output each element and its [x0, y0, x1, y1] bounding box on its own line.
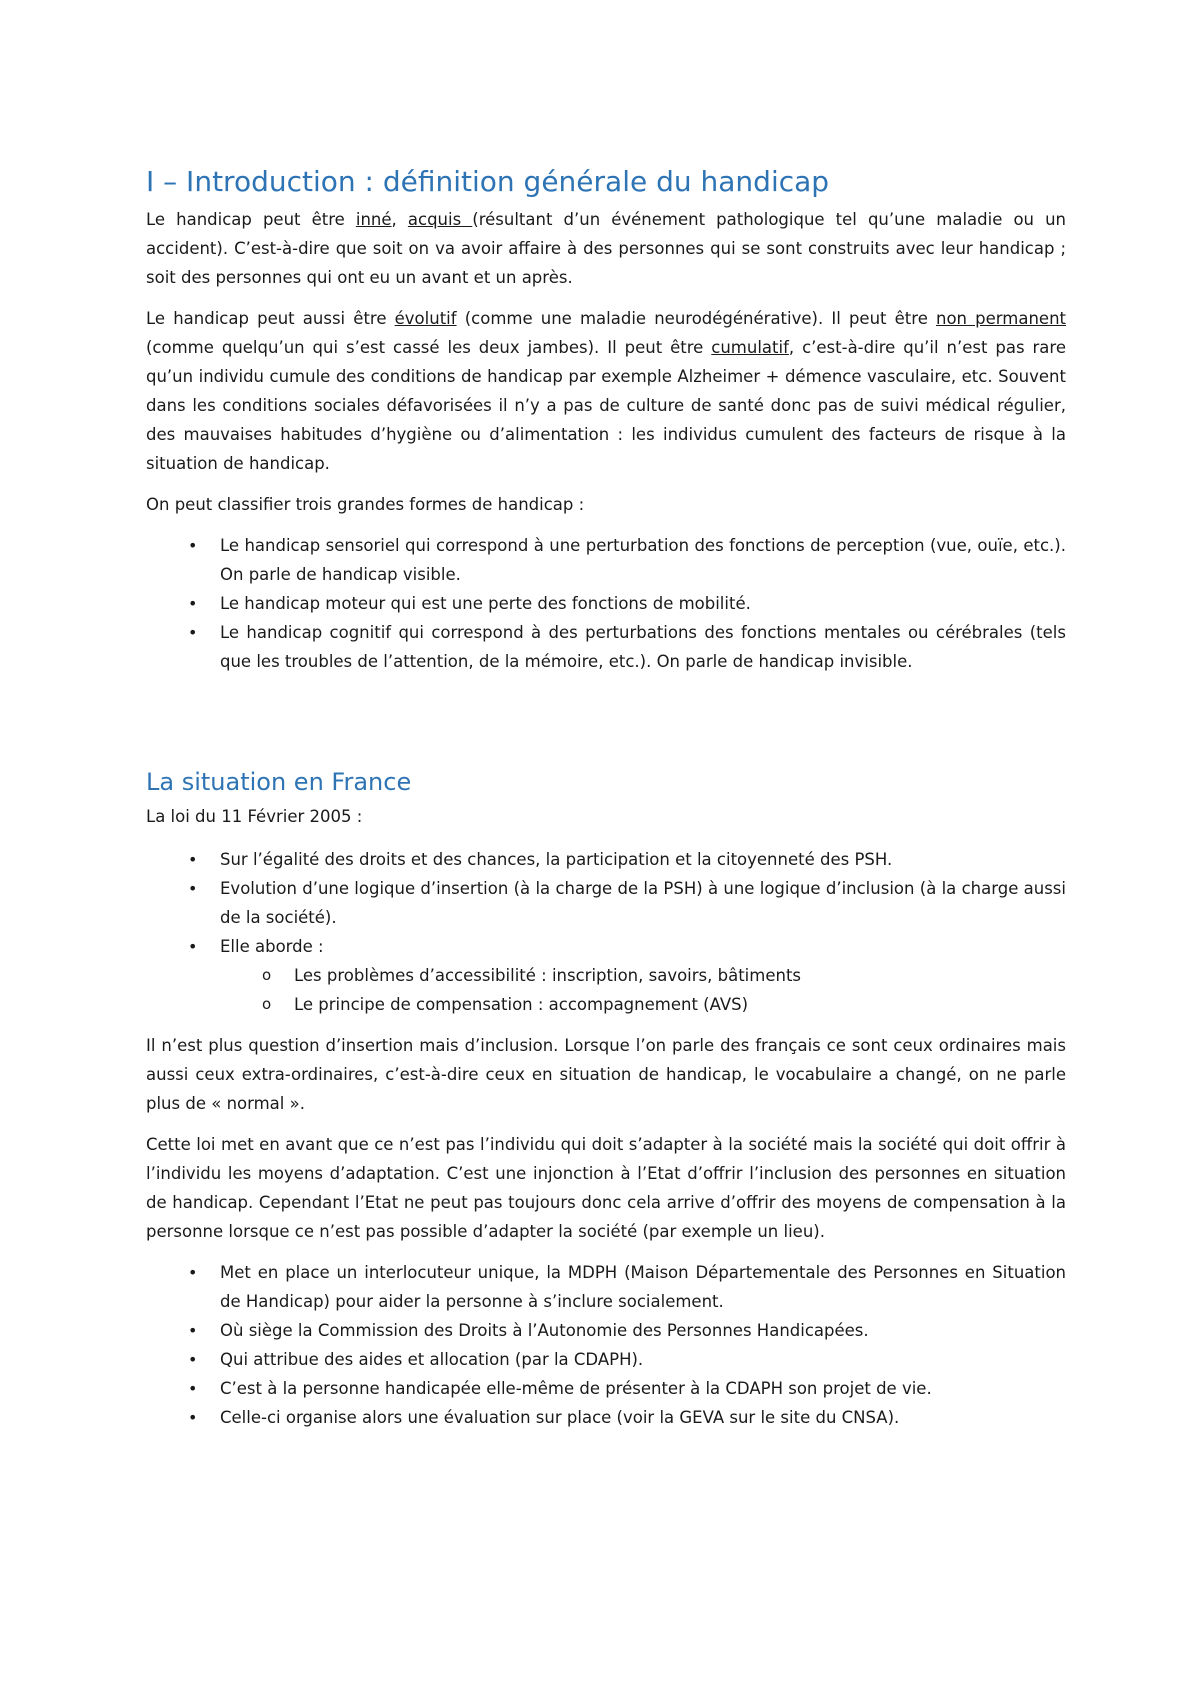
document-body — [146, 163, 1066, 1444]
list-item: • C’est à la personne handicapée elle-même de présenter à la CDAPH son projet de vie. — [146, 1374, 1066, 1403]
handicap-forms-list — [146, 531, 1066, 676]
list-item: • Où siège la Commission des Droits à l’Autonomie des Personnes Handicapées. — [146, 1316, 1066, 1345]
term-acquis: acquis — [407, 210, 473, 229]
sub-list — [220, 961, 1066, 1019]
paragraph-classification: On peut classifier trois grandes formes de handicap : — [146, 495, 585, 514]
bullet-icon: • — [188, 594, 198, 613]
section-heading-introduction: I – Introduction : définition générale du handicap — [146, 165, 830, 198]
term-cumulatif: cumulatif — [711, 338, 789, 357]
bullet-icon: • — [188, 1408, 198, 1427]
list-item: • Le handicap sensoriel qui correspond à une perturbation des fonctions de perception (vue, ouïe, etc.). On parle de handicap visible. — [146, 531, 1066, 589]
list-item: • Sur l’égalité des droits et des chances, la participation et la citoyenneté des PSH. — [146, 845, 1066, 874]
sub-list-item: o Le principe de compensation : accompagnement (AVS) — [220, 990, 1066, 1019]
term-non-permanent: non permanent — [936, 309, 1066, 328]
list-item: • Le handicap moteur qui est une perte des fonctions de mobilité. — [146, 589, 1066, 618]
section-spacer — [146, 688, 1066, 766]
list-item: • Evolution d’une logique d’insertion (à la charge de la PSH) à une logique d’inclusion (à la charge aussi de la société). — [146, 874, 1066, 932]
law-points-list — [146, 845, 1066, 1019]
bullet-icon: • — [188, 623, 198, 642]
sub-bullet-icon: o — [262, 995, 272, 1013]
list-item: • Qui attribue des aides et allocation (par la CDAPH). — [146, 1345, 1066, 1374]
paragraph-inclusion: Il n’est plus question d’insertion mais d’inclusion. Lorsque l’on parle des français ce sont ceux ordinaires mais aussi ceux extra-ordinaires, c’est-à-dire ceux en situation de handicap, le vocabulaire a changé, on ne parle plus de « normal ». — [146, 1036, 1066, 1113]
paragraph-inne-acquis: Le handicap peut être inné, acquis (résultant d’un événement pathologique tel qu’une maladie ou un accident). C’est-à-dire que soit on va avoir affaire à des personnes qui se sont construits avec leur handicap ; soit des personnes qui ont eu un avant et un après. — [146, 210, 1067, 287]
law-reference: La loi du 11 Février 2005 : — [146, 807, 363, 826]
bullet-icon: • — [188, 536, 198, 555]
list-item: • Met en place un interlocuteur unique, la MDPH (Maison Départementale des Personnes en Situation de Handicap) pour aider la personne à s’inclure socialement. — [146, 1258, 1066, 1316]
sub-bullet-icon: o — [262, 966, 272, 984]
bullet-icon: • — [188, 1379, 198, 1398]
bullet-icon: • — [188, 1263, 198, 1282]
section-heading-france: La situation en France — [146, 768, 412, 796]
list-item: • Celle-ci organise alors une évaluation sur place (voir la GEVA sur le site du CNSA). — [146, 1403, 1066, 1432]
list-item: • Le handicap cognitif qui correspond à des perturbations des fonctions mentales ou cérébrales (tels que les troubles de l’attention, de la mémoire, etc.). On parle de handicap invisible. — [146, 618, 1066, 676]
bullet-icon: • — [188, 937, 198, 956]
mdph-points-list — [146, 1258, 1066, 1432]
sub-list-item: o Les problèmes d’accessibilité : inscription, savoirs, bâtiments — [220, 961, 1066, 990]
bullet-icon: • — [188, 850, 198, 869]
list-item: • Elle aborde : o Les problèmes d’accessibilité : inscription, savoirs, bâtiments o Le principe de compensation : accompagnement (AVS) — [146, 932, 1066, 1019]
paragraph-evolutif-cumulatif: Le handicap peut aussi être évolutif (comme une maladie neurodégénérative). Il peut être non permanent (comme quelqu’un qui s’est cassé les deux jambes). Il peut être cumulatif, c’est-à-dire qu’il n’est pas rare qu’un individu cumule des conditions de handicap par exemple Alzheimer + démence vasculaire, etc. Souvent dans les conditions sociales défavorisées il n’y a pas de culture de santé donc pas de suivi médical régulier, des mauvaises habitudes d’hygiène ou d’alimentation : les individus cumulent des facteurs de risque à la situation de handicap. — [146, 309, 1066, 473]
bullet-icon: • — [188, 1321, 198, 1340]
paragraph-law-focus: Cette loi met en avant que ce n’est pas l’individu qui doit s’adapter à la société mais la société qui doit offrir à l’individu les moyens d’adaptation. C’est une injonction à l’Etat d’offrir l’inclusion des personnes en situation de handicap. Cependant l’Etat ne peut pas toujours donc cela arrive d’offrir des moyens de compensation à la personne lorsque ce n’est pas possible d’adapter la société (par exemple un lieu). — [146, 1135, 1066, 1241]
bullet-icon: • — [188, 879, 198, 898]
bullet-icon: • — [188, 1350, 198, 1369]
term-inne: inné — [355, 210, 392, 229]
term-evolutif: évolutif — [394, 309, 457, 328]
